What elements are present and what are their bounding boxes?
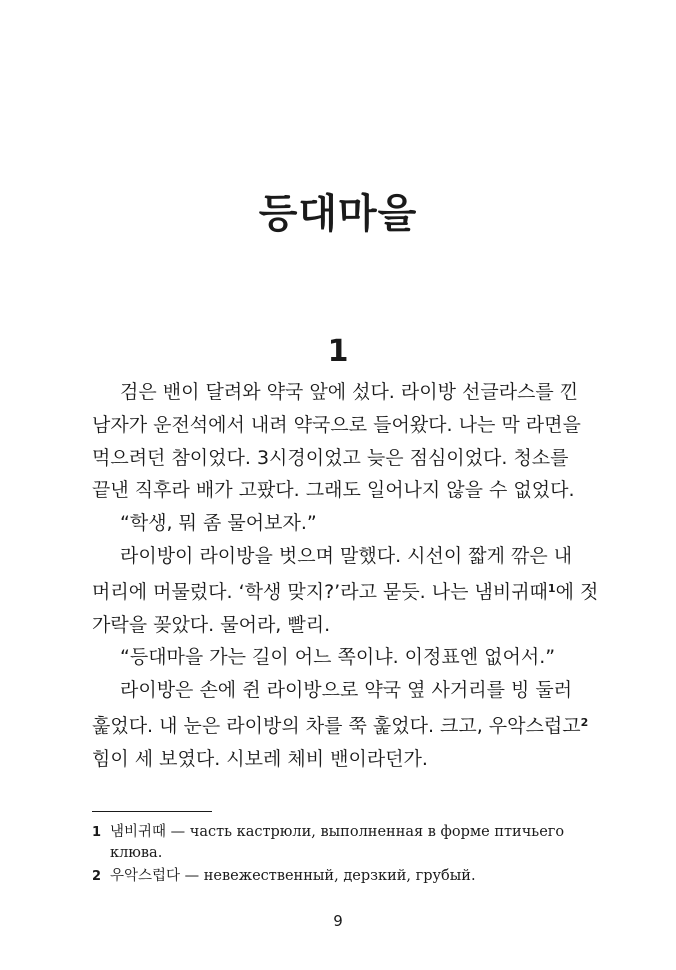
chapter-title: 등대마을 (258, 191, 418, 237)
footnote-term: 우악스럽다 (110, 868, 181, 884)
footnote-reference: 2 (580, 715, 589, 729)
text-line: 가락을 꽂았다. 물어라, 빨리. (92, 613, 331, 636)
text-line (92, 707, 592, 743)
footnote-text: — часть кастрюли, выполненная в форме птичьего (166, 824, 565, 840)
text-segment: 에 젓 (555, 580, 599, 603)
text-segment: 머리에 머물렀다. ‘학생 맞지?’라고 묻듯. 나는 냄비귀때 (92, 580, 548, 603)
text-line: 라이방은 손에 쥔 라이방으로 약국 옆 사거리를 빙 둘러 (120, 679, 573, 702)
footnote-text: клюва. (110, 845, 163, 861)
text-segment: 훑었다. 내 눈은 라이방의 차를 쭉 훑었다. 크고, 우악스럽고 (92, 714, 581, 737)
text-line: “학생, 뭐 좀 물어보자.” (120, 512, 317, 535)
footnote-divider (92, 811, 212, 812)
footnote-number: 1 (92, 825, 102, 840)
footnote-reference: 1 (547, 581, 556, 595)
text-line: 검은 밴이 달려와 약국 앞에 섰다. 라이방 선글라스를 낀 (120, 381, 579, 403)
footnotes (92, 822, 592, 889)
footnote (92, 866, 592, 887)
text-line (92, 573, 599, 609)
footnote-term: 냄비귀때 (110, 824, 167, 840)
text-line: 먹으려던 참이었다. 3시경이었고 늦은 점심이었다. 청소를 (92, 446, 569, 469)
body-text (92, 376, 599, 776)
text-line: 힘이 세 보였다. 시보레 체비 밴이라던가. (92, 747, 428, 770)
footnote-text: — невежественный, дерзкий, грубый. (180, 868, 476, 884)
text-line: “등대마을 가는 길이 어느 쪽이냐. 이정표엔 없어서.” (120, 646, 556, 669)
footnote (92, 822, 592, 864)
page-number: 9 (333, 912, 343, 930)
text-line: 라이방이 라이방을 벗으며 말했다. 시선이 짧게 깎은 내 (120, 544, 573, 567)
text-line: 남자가 운전석에서 내려 약국으로 들어왔다. 나는 막 라면을 (92, 413, 581, 436)
footnote-number: 2 (92, 869, 102, 884)
text-line: 끝낸 직후라 배가 고팠다. 그래도 일어나지 않을 수 없었다. (92, 479, 575, 502)
section-number: 1 (327, 334, 349, 369)
